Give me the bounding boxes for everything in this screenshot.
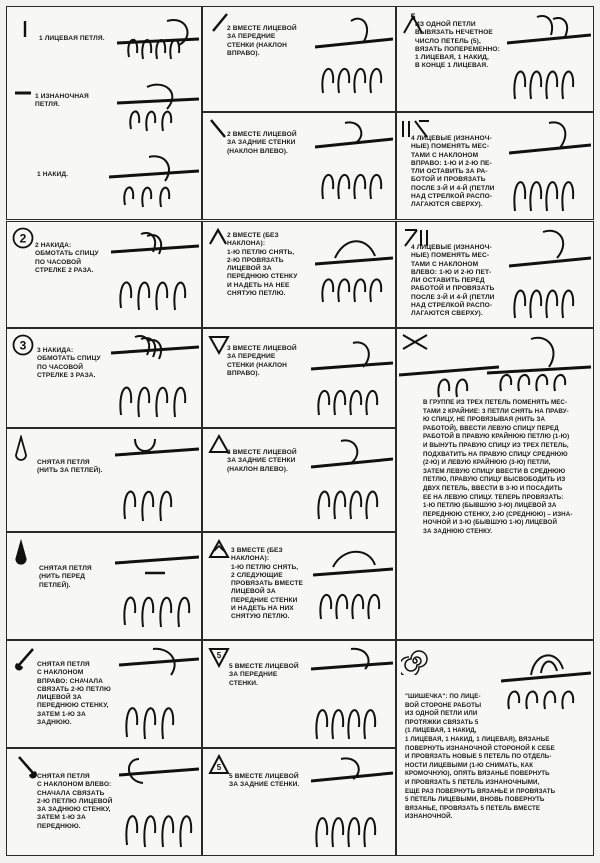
cell-cross-left — [396, 221, 594, 328]
k5tog-front-illustration — [311, 647, 393, 743]
purl-illustration — [117, 79, 199, 137]
cross-right-caption: 4 ЛИЦЕВЫЕ (ИЗНАНОЧ- НЫЕ) ПОМЕНЯТЬ МЕС- ТАМИ С НАКЛОНОМ ВПРАВО: 1-Ю И 2-Ю ПЕ- ТЛИ ОСТАВИТЬ ЗА РА- БОТОЙ И ПРОВЯЗАТЬ ПОСЛЕ 3-Й И 4-Й (ПЕТЛИ НАД СТРЕЛКОЙ РАСПО- ЛАГАЮТСЯ СВЕРХУ). — [411, 135, 495, 209]
knit-caption: 1 ЛИЦЕВАЯ ПЕТЛЯ. — [39, 35, 105, 42]
k3tog-noslant-caption: 3 ВМЕСТЕ (БЕЗ НАКЛОНА): 1-Ю ПЕТЛЮ СНЯТЬ, 2 СЛЕДУЮЩИЕ ПРОВЯЗАТЬ ВМЕСТЕ ЛИЦЕВОЙ ЗА ПЕРЕДНИЕ СТЕНКИ И НАДЕТЬ НА НИХ СНЯТУЮ ПЕТЛЮ. — [231, 547, 303, 621]
cell-slip-slant-left — [6, 748, 202, 856]
three-cross-illustration — [487, 333, 591, 393]
yarnover-illustration — [109, 147, 199, 213]
purl-caption: 1 ИЗНАНОЧНАЯ ПЕТЛЯ. — [35, 93, 89, 109]
cross-left-illustration — [509, 226, 591, 322]
k3tog-noslant-illustration — [313, 543, 393, 623]
svg-text:3: 3 — [19, 338, 27, 353]
yarnover-caption: 1 НАКИД. — [37, 171, 69, 178]
cell-bobble — [396, 640, 594, 856]
k3tog-center-triangle-icon — [207, 537, 233, 563]
cell-k5tog-back — [202, 748, 396, 856]
k2tog-back-caption: 2 ВМЕСТЕ ЛИЦЕВОЙ ЗА ЗАДНИЕ СТЕНКИ (НАКЛОН ВЛЕВО). — [227, 131, 297, 155]
cell-cross-right — [396, 112, 594, 220]
cell-slip-yarn-front — [6, 532, 202, 640]
k5tog-back-caption: 5 ВМЕСТЕ ЛИЦЕВОЙ ЗА ЗАДНИЕ СТЕНКИ. — [229, 773, 300, 789]
k3tog-back-illustration — [311, 437, 393, 523]
k5-front-number: 5 — [216, 651, 222, 660]
three-cross-illustration-lower — [399, 347, 499, 401]
cell-k5tog-front — [202, 640, 396, 748]
double-yarnover-caption: 2 НАКИДА: ОБМОТАТЬ СПИЦУ ПО ЧАСОВОЙ СТРЕЛКЕ 2 РАЗА. — [35, 242, 99, 274]
circle-three-symbol-icon — [11, 333, 37, 359]
k3tog-back-caption: 3 ВМЕСТЕ ЛИЦЕВОЙ ЗА ЗАДНИЕ СТЕНКИ (НАКЛОН ВЛЕВО). — [227, 449, 297, 473]
slip-filled-drop-symbol-icon — [13, 539, 39, 565]
cell-slip-yarn-back — [6, 428, 202, 532]
cell-three-stitch-cross — [396, 328, 594, 640]
triple-yarnover-caption: 3 НАКИДА: ОБМОТАТЬ СПИЦУ ПО ЧАСОВОЙ СТРЕЛКЕ 3 РАЗА. — [37, 347, 101, 379]
cell-five-from-one — [396, 6, 594, 112]
cell-k2tog-front — [202, 6, 396, 112]
k5tog-front-caption: 5 ВМЕСТЕ ЛИЦЕВОЙ ЗА ПЕРЕДНИЕ СТЕНКИ. — [229, 663, 299, 687]
k5-back-number: 5 — [216, 763, 222, 772]
k2tog-front-illustration — [315, 13, 393, 97]
slip-right-caption: СНЯТАЯ ПЕТЛЯ С НАКЛОНОМ ВПРАВО: СНАЧАЛА СВЯЗАТЬ 2-Ю ПЕТЛЮ ЛИЦЕВОЙ ЗА ПЕРЕДНЮЮ СТЕНКУ, ЗАТЕМ 1-Ю ЗА ЗАДНЮЮ. — [37, 661, 111, 727]
slip-right-illustration — [119, 647, 199, 743]
five-from-one-caption: ИЗ ОДНОЙ ПЕТЛИ ВЫВЯЗАТЬ НЕЧЕТНОЕ ЧИСЛО ПЕТЕЛЬ (5), ВЯЗАТЬ ПОПЕРЕМЕННО: 1 ЛИЦЕВАЯ, 1 НАКИД, В КОНЦЕ 1 ЛИЦЕВАЯ. — [415, 21, 500, 70]
k2tog-back-illustration — [315, 119, 393, 203]
slip-drop-symbol-icon — [13, 435, 39, 461]
k2tog-noslant-illustration — [315, 230, 393, 306]
slip-left-caption: СНЯТАЯ ПЕТЛЯ С НАКЛОНОМ ВЛЕВО: СНАЧАЛА СВЯЗАТЬ 2-Ю ПЕТЛЮ ЛИЦЕВОЙ ЗА ЗАДНЮЮ СТЕНКУ, ЗАТЕМ 1-Ю ЗА ПЕРЕДНЮЮ. — [37, 773, 113, 830]
slant-left-symbol-icon — [13, 755, 39, 781]
k3tog-front-illustration — [311, 339, 393, 419]
triple-yarnover-illustration — [111, 333, 199, 421]
cell-triple-yarnover — [6, 328, 202, 428]
k2tog-front-caption: 2 ВМЕСТЕ ЛИЦЕВОЙ ЗА ПЕРЕДНИЕ СТЕНКИ (НАКЛОН ВПРАВО). — [227, 25, 297, 57]
circle-two-symbol-icon — [11, 226, 37, 252]
five-from-one-number: 5 — [410, 12, 416, 22]
cell-slip-slant-right — [6, 640, 202, 748]
cross-left-caption: 4 ЛИЦЕВЫЕ (ИЗНАНОЧ- НЫЕ) ПОМЕНЯТЬ МЕС- ТАМИ С НАКЛОНОМ ВЛЕВО: 1-Ю И 2-Ю ПЕТ- ЛИ ОСТАВИТЬ ПЕРЕД РАБОТОЙ И ПРОВЯЗАТЬ ПОСЛЕ 3-Й И 4-Й (ПЕТЛИ НАД СТРЕЛКОЙ РАСПО- ЛАГАЮТСЯ СВЕРХУ). — [411, 244, 495, 318]
cell-k3tog-noslant — [202, 532, 396, 640]
five-from-one-illustration — [507, 13, 591, 103]
svg-text:2: 2 — [19, 231, 27, 246]
k5tog-back-illustration — [311, 755, 393, 851]
cross-right-illustration — [509, 119, 591, 215]
cell-k3tog-back — [202, 428, 396, 532]
spiral-bobble-icon — [401, 647, 429, 675]
knit-symbol-icon — [15, 17, 41, 43]
slip-back-caption: СНЯТАЯ ПЕТЛЯ (НИТЬ ЗА ПЕТЛЕЙ). — [37, 459, 103, 475]
cell-k2tog-noslant — [202, 221, 396, 328]
bobble-caption: "ШИШЕЧКА": ПО ЛИЦЕ- ВОЙ СТОРОНЕ РАБОТЫ ИЗ ОДНОЙ ПЕТЛИ ИЛИ ПРОТЯЖКИ СВЯЗАТЬ 5 (1 ЛИЦЕВАЯ, 1 НАКИД, 1 ЛИЦЕВАЯ, 1 НАКИД, 1 ЛИЦЕВАЯ), ВЯЗАНЬЕ ПОВЕРНУТЬ ИЗНАНОЧНОЙ СТОРОНОЙ К СЕБЕ И ПРОВЯЗАТЬ НОВЫЕ 5 ПЕТЕЛЬ ПО ОТДЕЛЬ- НОСТИ ЛИЦЕВЫМИ (1-Ю СНИМАТЬ, КАК КРОМОЧНУЮ), ОПЯТЬ ВЯЗАНЬЕ ПОВЕРНУТЬ И ПРОВЯЗАТЬ 5 ПЕТЕЛЬ ИЗНАНОЧНЫМИ, ЕЩЕ РАЗ ПОВЕРНУТЬ ВЯЗАНЬЕ И ПРОВЯЗАТЬ 5 ПЕТЕЛЬ ЛИЦЕВЫМИ, ВНОВЬ ПОВЕРНУТЬ ВЯЗАНЬЕ, ПРОВЯЗАТЬ 5 ПЕТЕЛЬ ВМЕСТЕ ИЗНАНОЧНОЙ. — [405, 693, 556, 821]
cell-double-yarnover — [6, 221, 202, 328]
cell-k2tog-back — [202, 112, 396, 220]
slip-front-illustration — [115, 543, 199, 631]
cell-basic-stitches — [6, 6, 202, 220]
slip-back-illustration — [115, 437, 199, 525]
k2tog-noslant-caption: 2 ВМЕСТЕ (БЕЗ НАКЛОНА): 1-Ю ПЕТЛЮ СНЯТЬ, 2-Ю ПРОВЯЗАТЬ ЛИЦЕВОЙ ЗА ПЕРЕДНЮЮ СТЕНКУ И НАДЕТЬ НА НЕЕ СНЯТУЮ ПЕТЛЮ. — [227, 232, 298, 298]
double-yarnover-illustration — [111, 228, 199, 314]
three-cross-caption: В ГРУППЕ ИЗ ТРЕХ ПЕТЕЛЬ ПОМЕНЯТЬ МЕС- ТАМИ 2 КРАЙНИЕ: 3 ПЕТЛИ СНЯТЬ НА ПРАВУ- Ю СПИЦУ, НЕ ПРОВЯЗЫВАЯ (НИТЬ ЗА РАБОТОЙ), ВВЕСТИ ЛЕВУЮ СПИЦУ ПЕРЕД РАБОТОЙ В ПРАВУЮ КРАЙНЮЮ ПЕТЛЮ (1-Ю) И ВЫНУТЬ ПРАВУЮ СПИЦУ ИЗ ТРЕХ ПЕТЕЛЬ, ПОДХВАТИТЬ НА ПРАВУЮ СПИЦУ СРЕДНЮЮ (2-Ю) И ЛЕВУЮ КРАЙНЮЮ (3-Ю) ПЕТЛИ, ЗАТЕМ ЛЕВУЮ СПИЦУ ВВЕСТИ В СРЕДНЮЮ ПЕТЛЮ, ПРАВУЮ СПИЦУ ВЫСВОБОДИТЬ ИЗ ДВУХ ПЕТЕЛЬ, ВВЕСТИ В 3-Ю И ПОСАДИТЬ ЕЕ НА ЛЕВУЮ СПИЦУ. ТЕПЕРЬ ПРОВЯЗАТЬ: 1-Ю ПЕТЛЮ (БЫВШУЮ 3-Ю) ЛИЦЕВОЙ ЗА ПЕРЕДНЮЮ СТЕНКУ, 2-Ю (СРЕДНЮЮ) – ИЗНА- НОЧНОЙ И 3-Ю (БЫВШУЮ 1-Ю) ЛИЦЕВОЙ ЗА ЗАДНЮЮ СТЕНКУ. — [423, 399, 573, 535]
slant-right-symbol-icon — [13, 647, 39, 673]
slip-left-illustration — [119, 755, 199, 851]
k3tog-front-caption: 3 ВМЕСТЕ ЛИЦЕВОЙ ЗА ПЕРЕДНИЕ СТЕНКИ (НАКЛОН ВПРАВО). — [227, 345, 297, 377]
slip-front-caption: СНЯТАЯ ПЕТЛЯ (НИТЬ ПЕРЕД ПЕТЛЕЙ). — [39, 565, 92, 589]
knit-illustration — [117, 17, 199, 67]
cell-k3tog-front — [202, 328, 396, 428]
